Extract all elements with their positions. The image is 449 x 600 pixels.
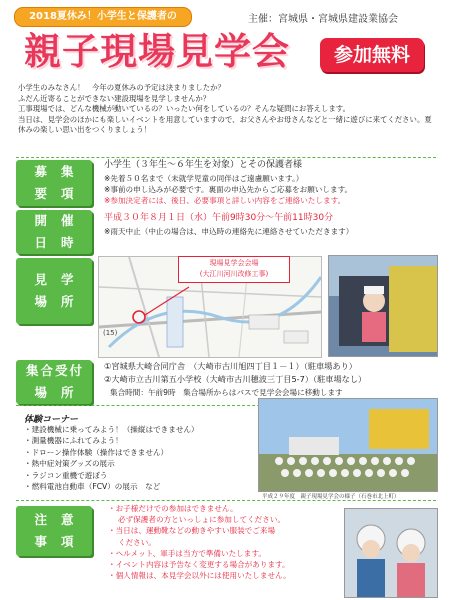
recruit-label: 募集 要項 bbox=[16, 160, 92, 206]
note-item: ください。 bbox=[118, 537, 156, 547]
meeting-place-2: ②大崎市立古川第五小学校（大崎市古川穂波三丁目5-7）（駐車場なし） bbox=[104, 374, 367, 384]
photo-graphic bbox=[329, 256, 437, 356]
intro-line: 小学生のみなさん！ 今年の夏休みの予定は決まりましたか？ bbox=[18, 83, 225, 92]
note-item: ・ヘルメット、軍手は当方で準備いたします。 bbox=[108, 548, 266, 558]
intro-line: 当日は、見学会のほかにも楽しいイベントを用意していますので、お父さんやお母さんなどと一緒に遊びに来てください。夏休みの楽しい思い出をつくりましょう！ bbox=[18, 114, 432, 135]
recruit-capacity: ※先着５０名まで（未就学児童の同伴はご遠慮願います。） bbox=[104, 174, 304, 183]
intro-text bbox=[18, 83, 438, 136]
event-banner: 2018夏休み！小学生と保護者の bbox=[14, 7, 192, 27]
photo-excavator-child bbox=[328, 255, 438, 357]
recruit-apply: ※事前の申し込みが必要です。裏面の申込先からご応募をお願いします。 bbox=[104, 185, 353, 194]
section-divider bbox=[16, 500, 436, 501]
notes-label: 注意 事項 bbox=[16, 506, 92, 556]
note-item: ・お子様だけでの参加はできません。 bbox=[108, 504, 238, 513]
note-item: ・イベント内容は予告なく変更する場合があります。 bbox=[108, 560, 290, 570]
experience-item: ・測量機器にふれてみよう！ bbox=[24, 436, 123, 446]
meeting-time: 集合時間：午前9時 集合場所からはバスで見学会会場に移動します bbox=[110, 388, 343, 397]
recruit-notice: ※参加決定者には、後日、必要事項と詳しい内容をご連絡いたします。 bbox=[104, 196, 346, 205]
experience-item: ・建設機械に乗ってみよう！（操縦はできません） bbox=[24, 425, 199, 434]
photo-graphic bbox=[259, 399, 437, 491]
photo-caption: 平成２９年度 親子現場見学会の様子（石巻市北上町） bbox=[262, 494, 400, 500]
note-item: 必ず保護者の方といっしょに参加してください。 bbox=[118, 515, 286, 525]
experience-item: ・熱中症対策グッズの展示 bbox=[24, 459, 115, 469]
map-road-label: (15) bbox=[103, 329, 118, 337]
intro-line: 工事現場では、どんな機械が動いているの？いったい何をしているの？そんな疑問にお答えします。 bbox=[18, 104, 350, 114]
experience-item: ・ドローン操作体験（操作はできません） bbox=[24, 447, 169, 457]
location-label: 見学 場所 bbox=[16, 258, 92, 324]
experience-item: ・ラジコン重機で遊ぼう bbox=[24, 470, 108, 480]
schedule-label: 開催 日時 bbox=[16, 210, 92, 254]
map-site-project: (大江川河川改修工事) bbox=[199, 270, 269, 278]
photo-children-helmets bbox=[344, 508, 438, 598]
map-site-label bbox=[178, 256, 290, 283]
photo-graphic bbox=[345, 509, 437, 597]
organizer-text: 主催：宮城県・宮城県建設業協会 bbox=[248, 14, 398, 25]
experience-list bbox=[24, 424, 199, 492]
section-divider bbox=[16, 157, 436, 158]
meeting-label: 集合受付 場所 bbox=[16, 360, 92, 404]
intro-line: ふだん近寄ることができない建設現場を見学しませんか？ bbox=[18, 93, 211, 103]
experience-title: 体験コーナー bbox=[24, 415, 79, 425]
experience-item: ・燃料電池自動車（FCV）の展示 など bbox=[24, 482, 161, 492]
free-admission-badge: 参加無料 bbox=[320, 38, 424, 72]
notes-list bbox=[108, 503, 291, 581]
event-date: 平成３０年８月１日（水）午前9時30分～午前11時30分 bbox=[104, 213, 334, 223]
photo-group bbox=[258, 398, 438, 492]
note-item: ・個人情報は、本見学会以外には使用いたしません。 bbox=[108, 571, 291, 581]
page-title: 親子現場見学会 bbox=[24, 30, 290, 73]
map-site-name: 現場見学会会場 bbox=[209, 259, 259, 267]
meeting-place-1: ①宮城県大崎合同庁舎 （大崎市古川旭四丁目１－１）（駐車場あり） bbox=[104, 361, 357, 371]
recruit-target: 小学生（３年生～６年生を対象）とその保護者様 bbox=[104, 160, 303, 170]
note-item: ・当日は、運動靴などの動きやすい服装でご来場 bbox=[108, 526, 276, 536]
rain-notice: ※雨天中止（中止の場合は、申込時の連絡先に連絡させていただきます） bbox=[104, 227, 354, 236]
